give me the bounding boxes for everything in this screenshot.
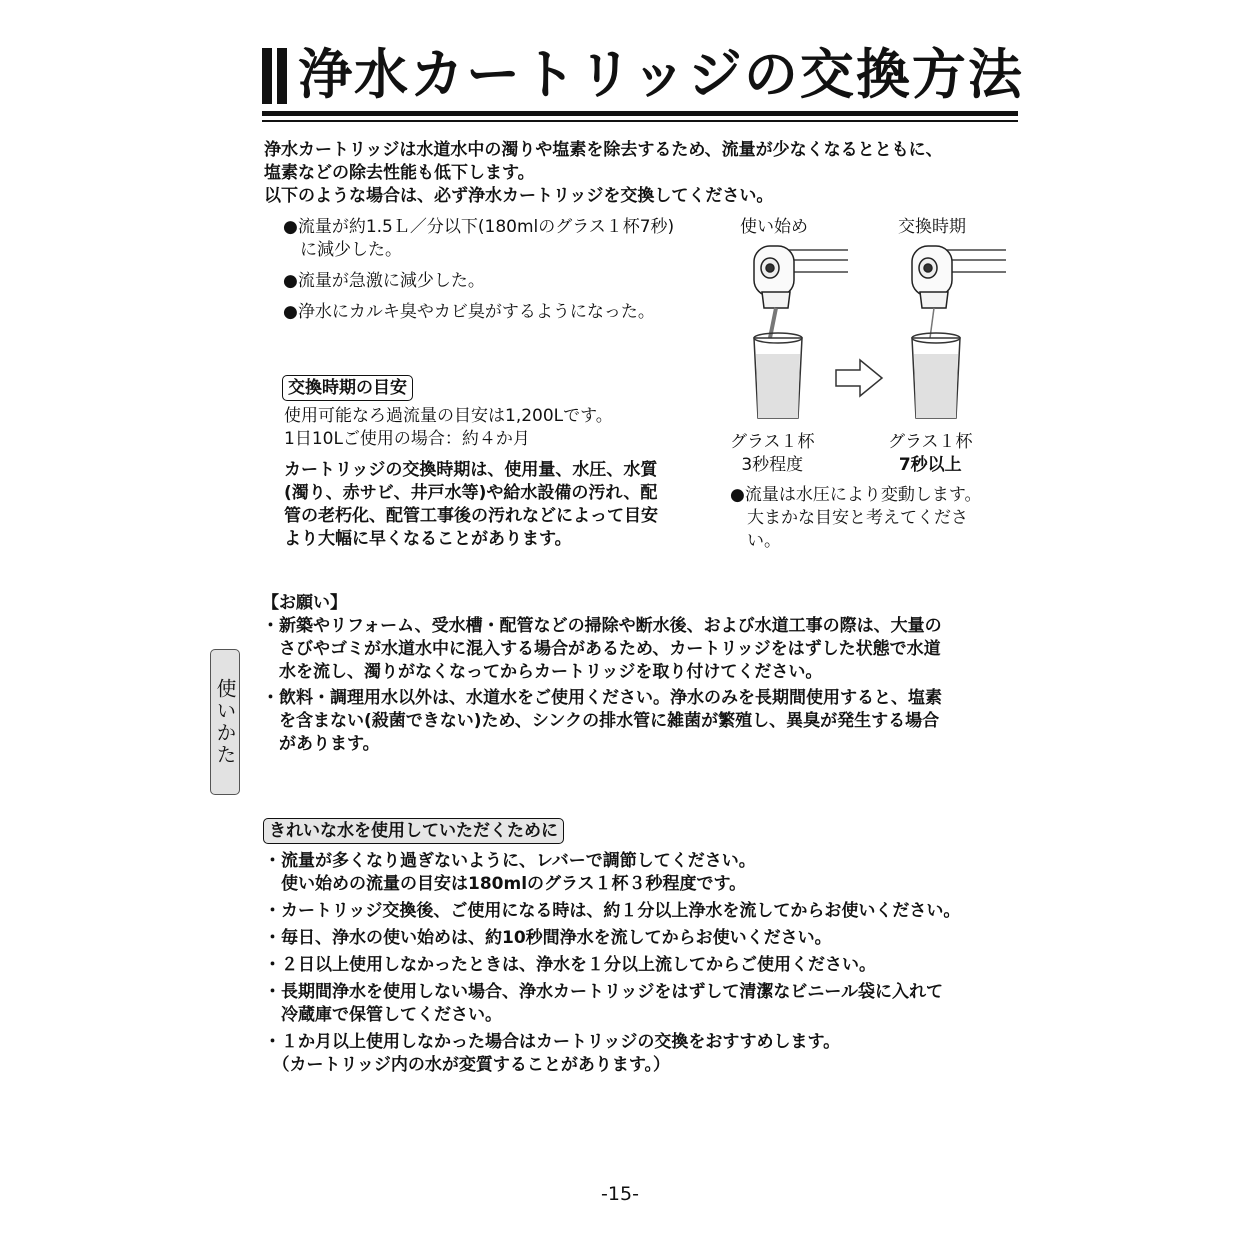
- list-item: に減少した。: [283, 240, 402, 260]
- condition-list: [283, 216, 674, 324]
- guide-note-line: 管の老朽化、配管工事後の汚れなどによって目安: [284, 506, 658, 526]
- list-item: ・１か月以上使用しなかった場合はカートリッジの交換をおすすめします。: [264, 1032, 841, 1052]
- guide-label: 交換時期の目安: [282, 375, 413, 401]
- guide-line: 1日10Lご使用の場合：約４か月: [284, 429, 530, 449]
- flow-note-line: 大まかな目安と考えてくださ: [730, 508, 968, 528]
- request-line: ・新築やリフォーム、受水槽・配管などの掃除や断水後、および水道工事の際は、大量の: [262, 616, 942, 636]
- list-item: 使い始めの流量の目安は180mlのグラス１杯３秒程度です。: [264, 874, 747, 894]
- replace-caption-line: グラス１杯: [888, 432, 973, 452]
- title-rule: [262, 111, 1018, 116]
- clean-label: きれいな水を使用していただくために: [263, 818, 564, 844]
- replace-caption-line: 7秒以上: [898, 455, 962, 475]
- page-number: -15-: [601, 1183, 639, 1205]
- list-item: ・２日以上使用しなかったときは、浄水を１分以上流してからご使用ください。: [264, 955, 876, 975]
- arrow-right-icon: [836, 360, 882, 396]
- guide-note-line: カートリッジの交換時期は、使用量、水圧、水質: [284, 460, 658, 480]
- guide-text: [284, 405, 613, 451]
- replace-caption: [888, 431, 973, 477]
- start-caption: [730, 431, 815, 477]
- glass-icon: [912, 333, 960, 418]
- request-line: 水を流し、濁りがなくなってからカートリッジを取り付けてください。: [262, 662, 823, 682]
- request-line: ・飲料・調理用水以外は、水道水をご使用ください。浄水のみを長期間使用すると、塩素: [262, 688, 942, 708]
- start-caption-line: 3秒程度: [741, 455, 804, 475]
- request-line: さびやゴミが水道水中に混入する場合があるため、カートリッジをはずした状態で水道: [262, 639, 941, 659]
- page-title: 浄水カートリッジの交換方法: [298, 43, 1024, 106]
- intro-line: 以下のような場合は、必ず浄水カートリッジを交換してください。: [264, 186, 774, 206]
- flow-note: [730, 484, 981, 553]
- faucet-icon: [912, 246, 1006, 308]
- list-item: ●流量が急激に減少した。: [283, 271, 485, 291]
- start-caption-line: グラス１杯: [730, 432, 815, 452]
- faucet-illustration: [740, 238, 1030, 428]
- intro-line: 浄水カートリッジは水道水中の濁りや塩素を除去するため、流量が少なくなるとともに、: [264, 140, 943, 160]
- title-rule-thin: [262, 120, 1018, 122]
- flow-note-line: い。: [730, 531, 781, 551]
- intro-text: [264, 139, 943, 208]
- clean-list: [264, 850, 960, 1077]
- list-item: ●浄水にカルキ臭やカビ臭がするようになった。: [283, 302, 655, 322]
- guide-note-line: より大幅に早くなることがあります。: [284, 529, 572, 549]
- list-item: ・毎日、浄水の使い始めは、約10秒間浄水を流してからお使いください。: [264, 928, 832, 948]
- list-item: （カートリッジ内の水が変質することがあります。）: [264, 1055, 670, 1075]
- list-item: ・長期間浄水を使用しない場合、浄水カートリッジをはずして清潔なビニール袋に入れて: [264, 982, 943, 1002]
- guide-line: 使用可能なろ過流量の目安は1,200Lです。: [284, 406, 613, 426]
- intro-line: 塩素などの除去性能も低下します。: [264, 163, 535, 183]
- glass-icon: [754, 333, 802, 418]
- replace-label: 交換時期: [898, 217, 966, 237]
- list-item: ・流量が多くなり過ぎないように、レバーで調節してください。: [264, 851, 756, 871]
- start-label: 使い始め: [740, 217, 808, 237]
- list-item: 冷蔵庫で保管してください。: [264, 1005, 502, 1025]
- list-item: ・カートリッジ交換後、ご使用になる時は、約１分以上浄水を流してからお使いください。: [264, 901, 961, 921]
- request-line: を含まない(殺菌できない)ため、シンクの排水管に雑菌が繁殖し、異臭が発生する場合: [262, 711, 940, 731]
- title-bars: [262, 48, 288, 104]
- flow-note-line: ●流量は水圧により変動します。: [730, 485, 982, 505]
- list-item: ●流量が約1.5Ｌ／分以下(180mlのグラス１杯7秒): [283, 217, 675, 237]
- request-line: があります。: [262, 734, 380, 754]
- faucet-icon: [754, 246, 848, 308]
- guide-note-line: (濁り、赤サビ、井戸水等)や給水設備の汚れ、配: [284, 483, 658, 503]
- request-section: [262, 592, 942, 756]
- request-heading: 【お願い】: [262, 593, 347, 613]
- side-tab: 使いかた: [210, 649, 240, 795]
- guide-note: [284, 459, 658, 551]
